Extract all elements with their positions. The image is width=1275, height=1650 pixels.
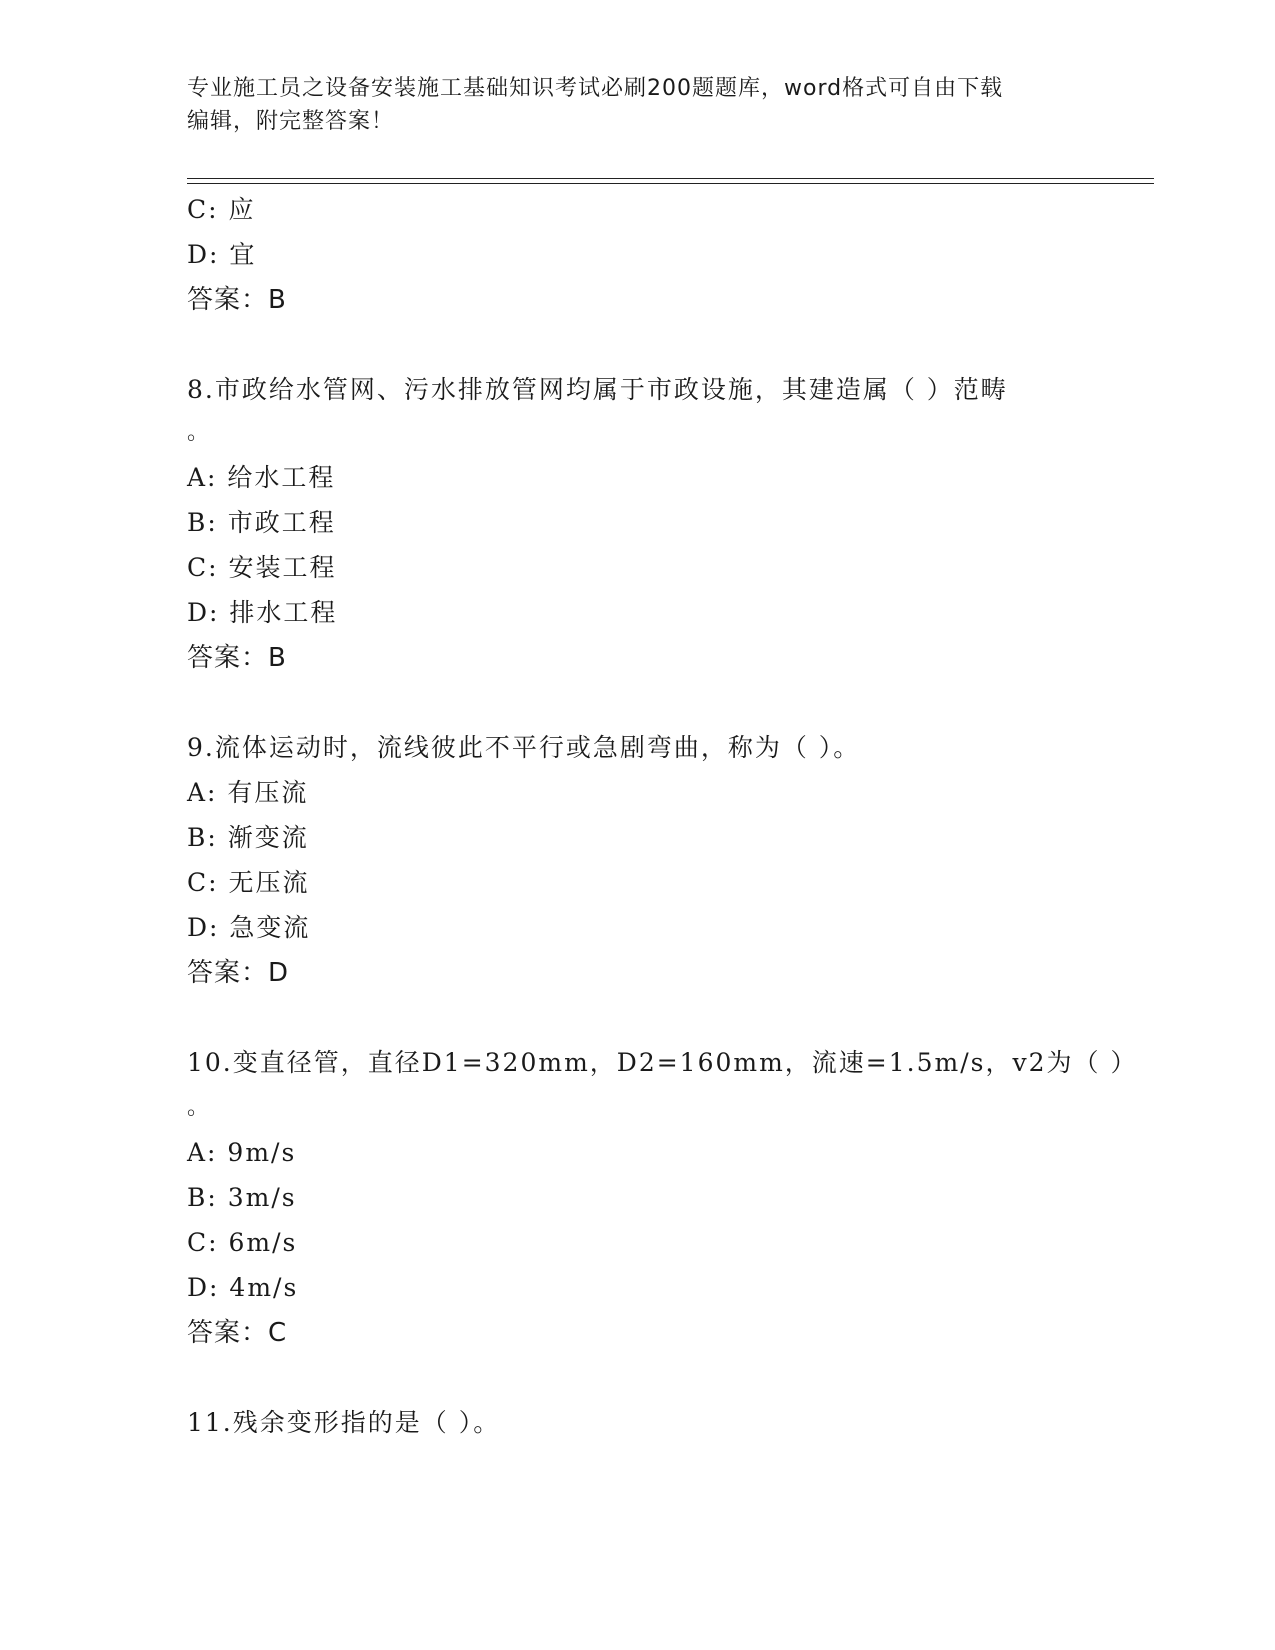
header-double-rule (187, 178, 1154, 184)
q9-answer: 答案：D (187, 958, 290, 988)
q11-stem-line-1: 11.残余变形指的是（ ）。 (187, 1408, 501, 1437)
q9-option-a: A: 有压流 (187, 778, 309, 807)
q10-stem-line-1: 10.变直径管，直径D1=320mm，D2=160mm，流速=1.5m/s，v2为（ ） (187, 1048, 1138, 1077)
q8-option-c: C: 安装工程 (187, 553, 337, 582)
header-title-line-1: 专业施工员之设备安装施工基础知识考试必刷200题题库，word格式可自由下载 (187, 76, 1004, 101)
q10-stem-line-2: 。 (187, 1095, 212, 1120)
q8-option-d: D: 排水工程 (187, 598, 338, 627)
header-title-line-2: 编辑，附完整答案！ (187, 109, 395, 134)
q7-option-c: C: 应 (187, 195, 256, 224)
q9-option-c: C: 无压流 (187, 868, 310, 897)
q8-option-a: A: 给水工程 (187, 463, 336, 492)
q8-stem-line-2: 。 (187, 420, 212, 445)
q10-answer: 答案：C (187, 1318, 288, 1348)
q9-option-b: B: 渐变流 (187, 823, 309, 852)
q10-option-b: B: 3m/s (187, 1183, 297, 1212)
q7-answer: 答案：B (187, 285, 287, 315)
q7-option-d: D: 宜 (187, 240, 257, 269)
document-header (187, 72, 1087, 138)
q9-option-d: D: 急变流 (187, 913, 311, 942)
q9-stem-line-1: 9.流体运动时，流线彼此不平行或急剧弯曲，称为（ ）。 (187, 733, 861, 762)
q10-option-c: C: 6m/s (187, 1228, 298, 1257)
q10-option-a: A: 9m/s (187, 1138, 297, 1167)
q8-answer: 答案：B (187, 643, 287, 673)
q8-stem-line-1: 8.市政给水管网、污水排放管网均属于市政设施，其建造属（ ）范畴 (187, 375, 1008, 404)
q10-option-d: D: 4m/s (187, 1273, 299, 1302)
q8-option-b: B: 市政工程 (187, 508, 336, 537)
